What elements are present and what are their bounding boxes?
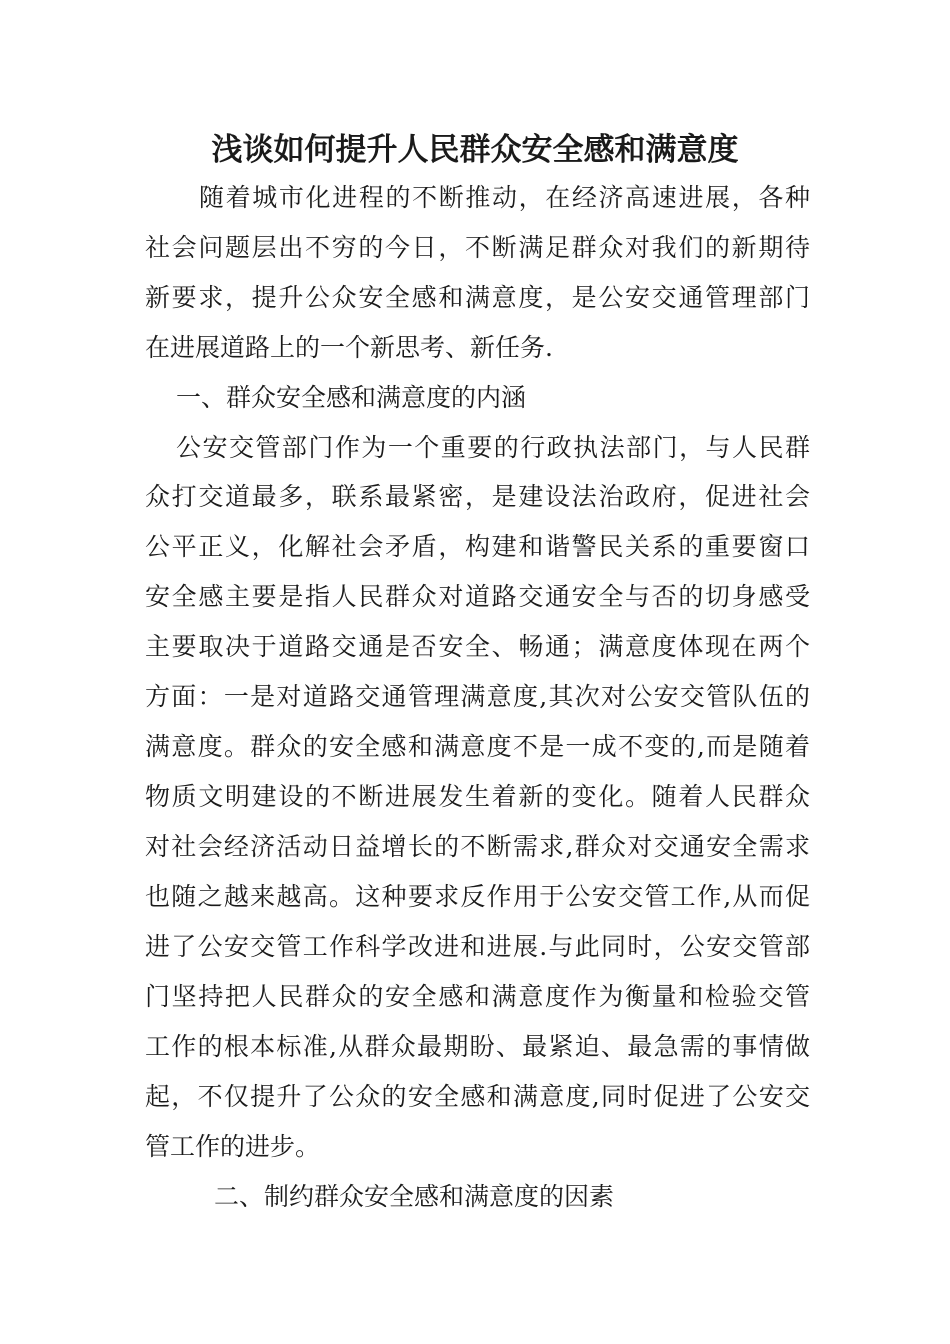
- section1-line-7: 满意度。群众的安全感和满意度不是一成不变的,而是随着: [145, 732, 810, 761]
- section1-line-1: 公安交管部门作为一个重要的行政执法部门，与人民群: [176, 433, 810, 462]
- section1-line-10: 也随之越来越高。这种要求反作用于公安交管工作,从而促: [145, 882, 810, 911]
- section1-line-9: 对社会经济活动日益增长的不断需求,群众对交通安全需求: [145, 832, 810, 861]
- document-title: 浅谈如何提升人民群众安全感和满意度: [211, 132, 739, 168]
- section1-line-4: 安全感主要是指人民群众对道路交通安全与否的切身感受: [145, 582, 810, 611]
- intro-line-2: 社会问题层出不穷的今日，不断满足群众对我们的新期待: [145, 233, 810, 262]
- section1-line-14: 起，不仅提升了公众的安全感和满意度,同时促进了公安交: [145, 1082, 810, 1111]
- section1-line-13: 工作的根本标准,从群众最期盼、最紧迫、最急需的事情做: [145, 1032, 810, 1061]
- section1-line-2: 众打交道最多，联系最紧密，是建设法治政府，促进社会: [145, 482, 810, 511]
- section-heading-1: 一、群众安全感和满意度的内涵: [176, 383, 527, 412]
- section1-line-15: 管工作的进步。: [145, 1132, 321, 1161]
- intro-line-3: 新要求，提升公众安全感和满意度，是公安交通管理部门: [145, 283, 810, 312]
- section-heading-2: 二、制约群众安全感和满意度的因素: [214, 1182, 615, 1211]
- section1-line-6: 方面：一是对道路交通管理满意度,其次对公安交管队伍的: [145, 682, 810, 711]
- intro-line-4: 在进展道路上的一个新思考、新任务.: [145, 333, 553, 362]
- section1-line-11: 进了公安交管工作科学改进和进展.与此同时，公安交管部: [145, 932, 810, 961]
- section1-line-5: 主要取决于道路交通是否安全、畅通；满意度体现在两个: [145, 632, 810, 661]
- section1-line-12: 门坚持把人民群众的安全感和满意度作为衡量和检验交管: [145, 982, 810, 1011]
- section1-line-8: 物质文明建设的不断进展发生着新的变化。随着人民群众: [145, 782, 810, 811]
- section1-line-3: 公平正义，化解社会矛盾，构建和谐警民关系的重要窗口: [145, 532, 810, 561]
- intro-line-1: 随着城市化进程的不断推动，在经济高速进展，各种: [199, 183, 810, 212]
